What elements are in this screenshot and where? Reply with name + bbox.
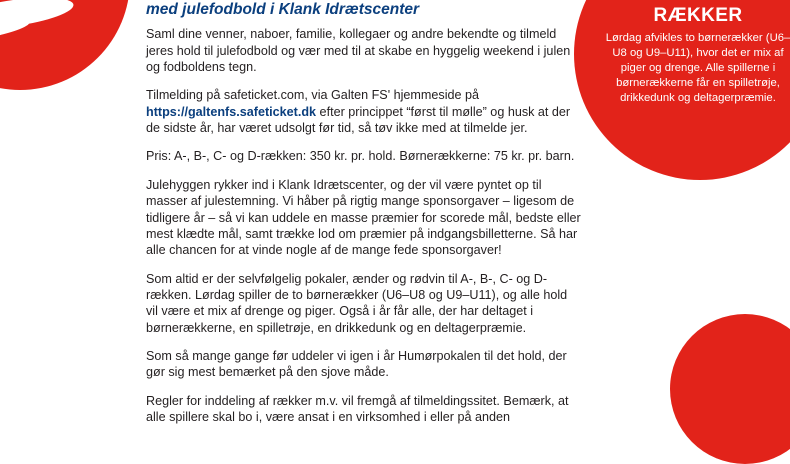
paragraph-prizes: Som altid er der selvfølgelig pokaler, ænder og rødvin til A-, B-, C- og D-rækken. Lørdag spiller de to børnerækker (U6–U8 og U9–U11), og alle hold vil være et mix af drenge og piger. Også i år får alle, der har deltaget i børnerækkerne, en spilletrøje, en drikkedunk og en deltagerpræmie. xyxy=(146,271,568,335)
info-badge-raekker xyxy=(574,0,790,180)
signup-suffix-text: efter princippet “først til mølle” og husk at der de sidste år, har været udsolgt før tid, så tøv ikke med at tilmelde jer. xyxy=(146,104,571,136)
paragraph-price: Pris: A-, B-, C- og D-rækken: 350 kr. pr. hold. Børnerækkerne: 75 kr. pr. barn. xyxy=(146,149,575,164)
decorative-red-circle-bottom-right xyxy=(670,314,790,464)
article-body xyxy=(146,0,582,425)
hat-trim-shape-secondary xyxy=(0,14,31,45)
paragraph-rules: Regler for inddeling af rækker m.v. vil fremgå af tilmeldingssitet. Bemærk, at alle spillere skal bo i, være ansat i en virksomhed i eller på anden xyxy=(146,393,569,425)
paragraph-signup xyxy=(146,87,582,136)
badge-title: RÆKKER xyxy=(653,5,743,26)
paragraph-humorpokal: Som så mange gange før uddeler vi igen i år Humørpokalen til det hold, der gør sig mest bemærket på den sjove måde. xyxy=(146,349,567,380)
page-title: med julefodbold i Klank Idrætscenter xyxy=(146,1,420,18)
signup-prefix-text: Tilmelding på safeticket.com, via Galten FS' hjemmeside på xyxy=(146,88,480,103)
safeticket-link[interactable]: https://galtenfs.safeticket.dk xyxy=(146,104,317,119)
paragraph-julehygge: Julehyggen rykker ind i Klank Idrætscenter, og der vil være pyntet op til masser af julestemning. Vi håber på rigtig mange sponsorgaver – ligesom de tidligere år – så vi kan uddele en masse præmier for scorede mål, bedste eller mest klædte mål, samt trække lod om præmier på indgangsbilletterne. Så har alle chancen for at vinde nogle af de mange fede sponsorgaver! xyxy=(146,177,581,258)
paragraph-intro: Saml dine venner, naboer, familie, kollegaer og andre bekendte og tilmeld jeres hold til julefodbold og vær med til at skabe en hyggelig weekend i julen og fodboldens tegn. xyxy=(146,27,571,74)
badge-body-text: Lørdag afvikles to børnerækker (U6–U8 og U9–U11), hvor det er mix af piger og drenge. Alle spillerne i børnerækkerne får en spilletrøje, drikkedunk og deltagerpræmie. xyxy=(605,31,790,105)
decorative-red-circle-left xyxy=(0,0,130,90)
